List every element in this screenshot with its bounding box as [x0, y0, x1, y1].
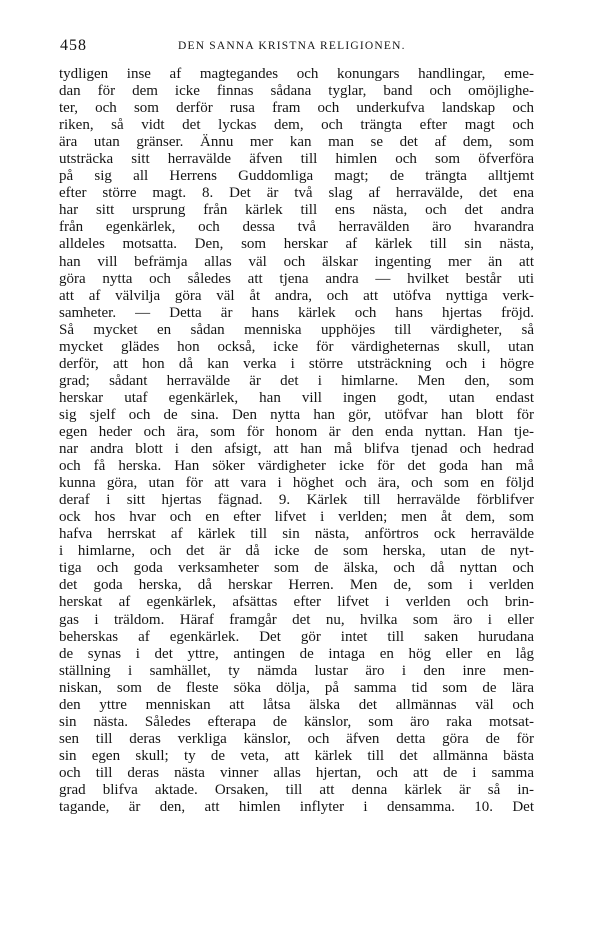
- text-line: det goda herska, då herskar Herren. Men de, som i verlden: [59, 577, 534, 594]
- text-line: egen heder och ära, som för honom är den enda nyttan. Han tje-: [59, 423, 534, 440]
- text-line: den yttre menniskan att låtsa älska det allmännas väl och: [59, 696, 534, 713]
- text-line: att af välvilja göra väl åt andra, och att utöfva nyttiga verk-: [59, 287, 534, 304]
- text-line: han vill befrämja allas väl och älskar ingenting mer än att: [59, 253, 534, 270]
- text-line: tydligen inse af magtegandes och konungars handlingar, eme-: [59, 66, 534, 82]
- text-line: hafva herrskat af kärlek till sin nästa, anförtros ock herravälde: [59, 526, 534, 543]
- text-line: derför, att hon då kan verka i större utsträckning och i högre: [59, 355, 534, 372]
- text-line: nar andra blott i den afsigt, att han må blifva tjenad och hedrad: [59, 441, 534, 458]
- text-line: deraf i sitt hjertas fägnad. 9. Kärlek till herravälde förblifver: [59, 492, 534, 509]
- text-line: på sig all Herrens Guddomliga magt; de trängta alltjemt: [59, 168, 534, 185]
- text-line: grad; sådant herravälde är det i himlarne. Men den, som: [59, 372, 534, 389]
- text-line: dan för dem icke finnas sådana tyglar, band och omöjlighe-: [59, 83, 534, 100]
- text-line: ära utan gränser. Ännu mer kan man se det af dem, som: [59, 134, 534, 151]
- text-line: utsträcka sitt herravälde äfven till himlen och som öfverföra: [59, 151, 534, 168]
- text-line: gas i träldom. Häraf framgår det nu, hvilka som äro i eller: [59, 611, 534, 628]
- text-line: ställning i samhället, ty nämda lustar äro i den inre men-: [59, 662, 534, 679]
- body-text: [59, 66, 534, 816]
- page-number: 458: [60, 37, 87, 54]
- text-line: har sitt ursprung från kärlek till ens nästa, och det andra: [59, 202, 534, 219]
- text-line: och få herska. Han söker värdigheter icke för det goda han må: [59, 458, 534, 475]
- text-line: niskan, som de fleste söka dölja, på samma tid som de lära: [59, 679, 534, 696]
- text-line: sin nästa. Således efterapa de känslor, som äro raka motsat-: [59, 713, 534, 730]
- text-line: herskar utaf egenkärlek, han vill ingen godt, utan endast: [59, 389, 534, 406]
- text-line: efter större magt. 8. Det är två slag af herravälde, det ena: [59, 185, 534, 202]
- page-header: [60, 37, 535, 57]
- text-line: göra nytta och således att tjena andra — hvilket består uti: [59, 270, 534, 287]
- text-line: beherskas af egenkärlek. Det gör intet till saken hurudana: [59, 628, 534, 645]
- text-line: Så mycket en sådan menniska upphöjes till värdigheter, så: [59, 321, 534, 338]
- text-line: sig sjelf och de sina. Den nytta han gör, utöfvar han blott för: [59, 406, 534, 423]
- text-line: riken, så vidt det lyckas dem, och trängta efter magt och: [59, 117, 534, 134]
- text-line: herskat af egenkärlek, afsättas efter lifvet i verlden och brin-: [59, 594, 534, 611]
- text-line: tiga och goda verksamheter som de älska, och då nyttan och: [59, 560, 534, 577]
- text-line: ock hos hvar och en efter lifvet i verlden; men åt dem, som: [59, 509, 534, 526]
- text-line: samheter. — Detta är hans kärlek och hans hjertas fröjd.: [59, 304, 534, 321]
- text-line: i himlarne, och det är då icke de som herska, utan de nyt-: [59, 543, 534, 560]
- text-line: sin egen skull; ty de veta, att kärlek till det allmänna bästa: [59, 747, 534, 764]
- text-line: och till deras nästa vinner allas hjertan, och att de i samma: [59, 764, 534, 781]
- text-line: grad blifva aktade. Orsaken, till att denna kärlek är så in-: [59, 781, 534, 798]
- text-line: sen till deras verkliga känslor, och äfven detta göra de för: [59, 730, 534, 747]
- text-line: ter, och som derför rusa fram och underkufva landskap och: [59, 100, 534, 117]
- text-line: de synas i det yttre, antingen de intaga en hög eller en låg: [59, 645, 534, 662]
- text-line: kunna göra, utan för att vara i höghet och ära, och som en följd: [59, 475, 534, 492]
- text-line: från egenkärlek, och dessa två herravälden äro hvarandra: [59, 219, 534, 236]
- text-line: alldeles motsatta. Den, som herskar af kärlek till sin nästa,: [59, 236, 534, 253]
- text-line: mycket glädes hon också, icke för värdigheternas skull, utan: [59, 338, 534, 355]
- text-line: tagande, är den, att himlen inflyter i densamma. 10. Det: [59, 799, 534, 816]
- running-title: DEN SANNA KRISTNA RELIGIONEN.: [178, 40, 406, 52]
